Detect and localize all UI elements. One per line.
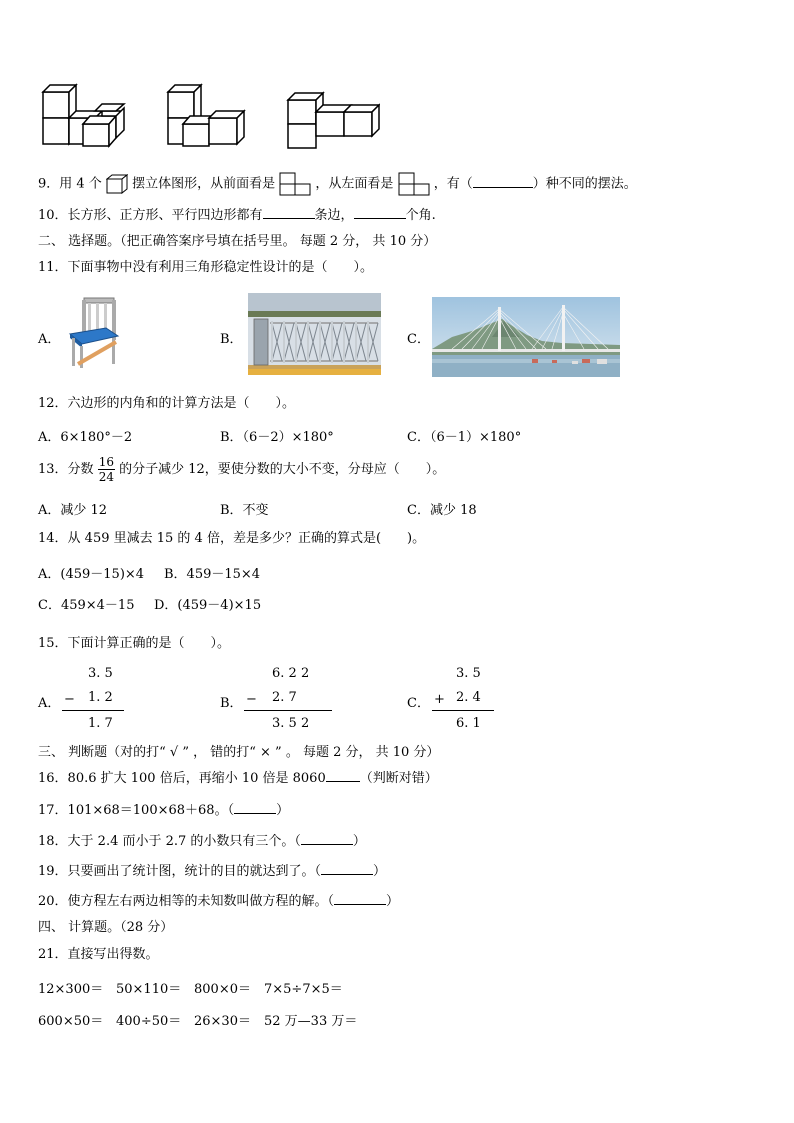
vertical-calc-a: 3. 5 − 1. 2 1. 7 <box>62 664 126 738</box>
option-b-label: B． <box>220 332 243 347</box>
section-heading-calc: 四、 计算题。（28 分） <box>38 920 174 935</box>
vertical-calc-c: 3. 5 + 2. 4 6. 1 <box>432 664 496 738</box>
option-c: C．减少 18 <box>407 503 477 518</box>
option-c: C．（6－1）×180° <box>407 430 522 445</box>
cable-bridge-image <box>432 297 620 377</box>
calc-item: 600×50＝ <box>38 1014 104 1029</box>
question-18: 18．大于 2.4 而小于 2.7 的小数只有三个。（ ） <box>38 834 366 849</box>
question-10: 10．长方形、正方形、平行四边形都有 条边， 个角. <box>38 208 436 223</box>
calc-item: 50×110＝ <box>116 982 182 997</box>
question-13: 13．分数 $\frac{16}{24}$ 的分子减少 12，要使分数的大小不变，分母应（ ）。 <box>38 455 446 484</box>
option-a: A．减少 12 <box>38 503 108 518</box>
answer-blank[interactable] <box>326 781 360 782</box>
question-16: 16．80.6 扩大 100 倍后，再缩小 10 倍是 8060 （判断对错） <box>38 771 438 786</box>
question-9: 9．用 4 个 摆立体图形，从前面看是 ，从左面看是 ，有（ ）种不同的摆法。 <box>38 172 637 196</box>
cube-figure-2 <box>165 82 255 148</box>
folding-gate-image <box>248 293 381 375</box>
question-14: 14．从 459 里减去 15 的 4 倍，差是多少？正确的算式是( )。 <box>38 531 426 546</box>
question-21: 21．直接写出得数。 <box>38 947 159 962</box>
option-a: A．(459－15)×4 <box>38 567 145 582</box>
question-12: 12．六边形的内角和的计算方法是（ ）。 <box>38 396 296 411</box>
answer-blank[interactable] <box>301 844 353 845</box>
option-a-label: A． <box>38 696 61 711</box>
sum-line <box>62 710 124 711</box>
calc-item: 52 万—33 万＝ <box>264 1014 358 1029</box>
option-a-label: A． <box>38 332 61 347</box>
question-19: 19．只要画出了统计图，统计的目的就达到了。（ ） <box>38 864 387 879</box>
option-c-label: C． <box>407 696 430 711</box>
option-b: B．459－15×4 <box>164 567 261 582</box>
cube-figure-3 <box>285 90 380 152</box>
section-heading-choice: 二、 选择题。（把正确答案序号填在括号里。 每题 2 分， 共 10 分） <box>38 234 437 249</box>
cube-icon <box>106 174 128 194</box>
answer-blank[interactable] <box>473 187 533 188</box>
calc-item: 12×300＝ <box>38 982 104 997</box>
front-view-icon <box>279 172 311 196</box>
option-b: B．不变 <box>220 503 269 518</box>
chair-image <box>66 296 122 370</box>
question-11: 11．下面事物中没有利用三角形稳定性设计的是（ ）。 <box>38 260 374 275</box>
answer-blank[interactable] <box>321 874 373 875</box>
calc-item: 7×5÷7×5＝ <box>264 982 343 997</box>
answer-blank[interactable] <box>334 904 386 905</box>
cube-figure-1 <box>40 82 130 148</box>
question-15: 15．下面计算正确的是（ ）。 <box>38 636 231 651</box>
vertical-calc-b: 6. 2 2 − 2. 7 3. 5 2 <box>244 664 336 738</box>
answer-blank[interactable] <box>263 218 315 219</box>
question-17: 17．101×68＝100×68＋68。（ ） <box>38 803 290 818</box>
sum-line <box>432 710 494 711</box>
section-heading-judge: 三、 判断题（对的打“ √ ” ， 错的打“ × ” 。 每题 2 分， 共 10 分） <box>38 745 440 760</box>
sum-line <box>244 710 332 711</box>
fraction: $\frac{16}{24}$ <box>98 455 114 484</box>
answer-blank[interactable] <box>234 813 276 814</box>
calc-item: 26×30＝ <box>194 1014 251 1029</box>
answer-blank[interactable] <box>354 218 406 219</box>
option-d: D．(459－4)×15 <box>154 598 262 613</box>
calc-item: 400÷50＝ <box>116 1014 182 1029</box>
calc-item: 800×0＝ <box>194 982 251 997</box>
option-c: C．459×4－15 <box>38 598 135 613</box>
option-a: A．6×180°－2 <box>38 430 133 445</box>
option-b-label: B． <box>220 696 243 711</box>
option-c-label: C． <box>407 332 430 347</box>
option-b: B．（6－2）×180° <box>220 430 334 445</box>
left-view-icon <box>398 172 430 196</box>
question-20: 20．使方程左右两边相等的未知数叫做方程的解。（ ） <box>38 894 400 909</box>
